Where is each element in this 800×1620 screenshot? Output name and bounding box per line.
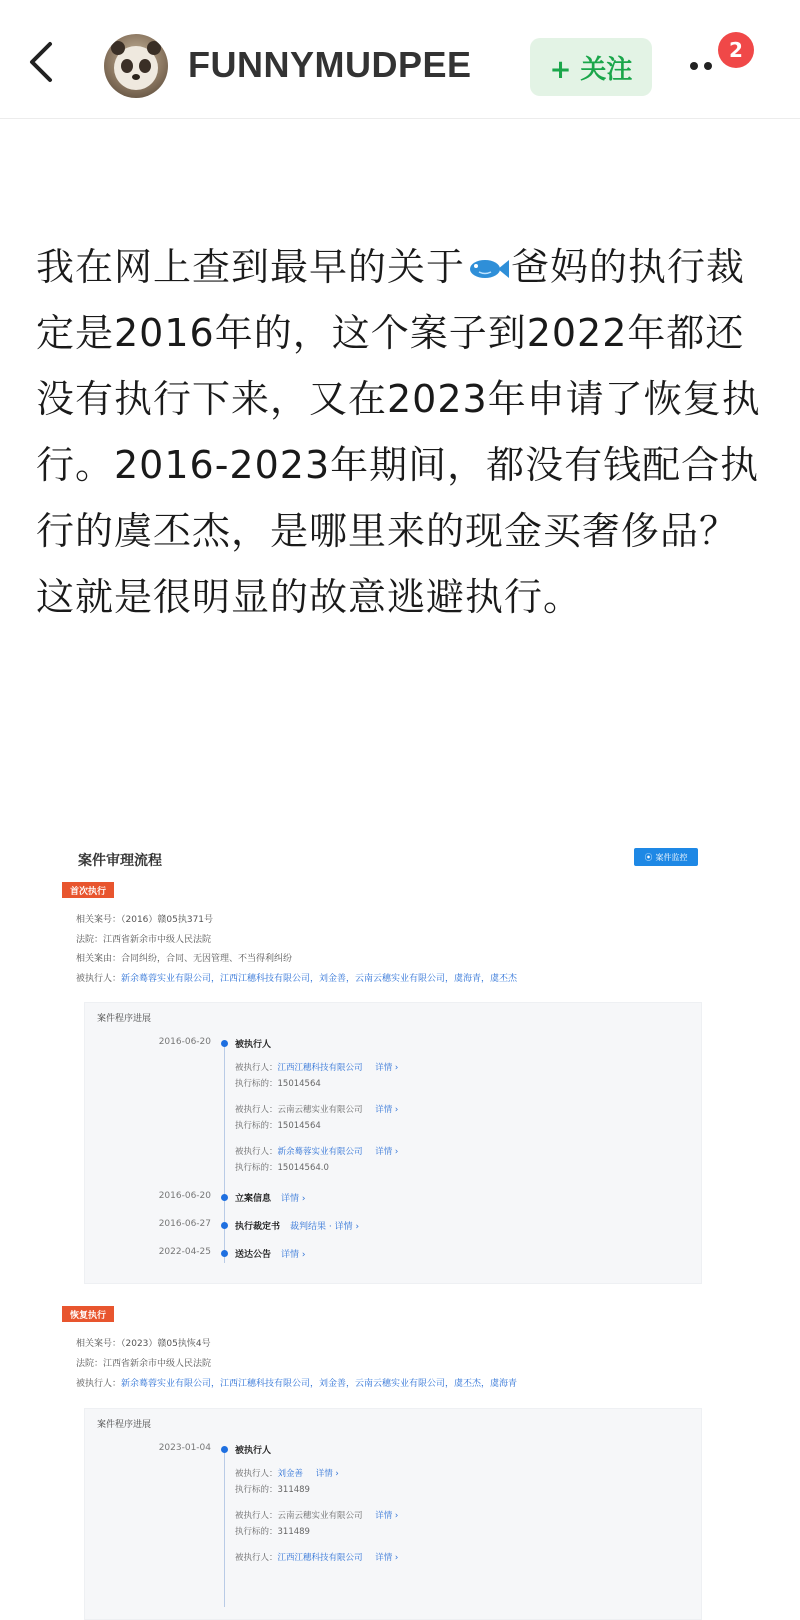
timeline-dot: [221, 1250, 228, 1257]
event-label: [235, 1247, 305, 1260]
case-monitor-button[interactable]: [634, 848, 698, 866]
party-label: 被执行人：: [235, 1511, 278, 1521]
progress-title: 案件程序进展: [97, 1420, 152, 1430]
timeline-line: [224, 1447, 225, 1607]
event-date: 2016-06-20: [158, 1037, 211, 1047]
court-name: 法院：江西省新余市中级人民法院: [76, 1359, 212, 1369]
party-label: 被执行人：: [235, 1469, 278, 1479]
detail-link[interactable]: 详情 ›: [375, 1105, 399, 1115]
party-sub: [235, 1551, 398, 1563]
timeline-event: [85, 1219, 685, 1233]
timeline-event: [85, 1247, 685, 1261]
timeline-dot: [221, 1446, 228, 1453]
execution-amount: 执行标的：311489: [235, 1485, 310, 1495]
case-screenshot: [62, 830, 722, 1610]
party-sub: [235, 1467, 339, 1479]
parties-line: [76, 1376, 517, 1389]
event-label-text: 执行裁定书: [235, 1222, 281, 1232]
event-date: 2023-01-04: [158, 1443, 211, 1453]
party-name: 云南云穗实业有限公司: [277, 1105, 363, 1115]
avatar[interactable]: [104, 34, 168, 98]
event-label-text: 立案信息: [235, 1194, 272, 1204]
timeline-event: [85, 1191, 685, 1205]
card-title: 案件审理流程: [78, 853, 162, 869]
more-options-icon[interactable]: [688, 56, 724, 76]
detail-link[interactable]: 裁判结果 · 详情 ›: [290, 1222, 360, 1232]
party-label: 被执行人：: [235, 1105, 278, 1115]
top-bar: [0, 0, 800, 119]
party-label: 被执行人：: [235, 1063, 278, 1073]
event-date: 2016-06-20: [158, 1191, 211, 1201]
event-date: 2016-06-27: [158, 1219, 211, 1229]
case-number: 相关案号：（2016）赣05执371号: [76, 915, 214, 925]
detail-link[interactable]: 详情 ›: [375, 1147, 399, 1157]
resumed-execution-tag: 恢复执行: [62, 1306, 114, 1322]
party-sub: [235, 1061, 398, 1073]
follow-button[interactable]: + 关注: [530, 38, 652, 96]
execution-amount: 执行标的：15014564: [235, 1079, 321, 1089]
timeline-event: [85, 1443, 685, 1457]
execution-amount: 执行标的：15014564: [235, 1121, 321, 1131]
timeline-dot: [221, 1222, 228, 1229]
case-number: 相关案号：（2023）赣05执恢4号: [76, 1339, 211, 1349]
detail-link[interactable]: 详情 ›: [281, 1194, 306, 1204]
party-name: 云南云穗实业有限公司: [277, 1511, 363, 1521]
event-label: 被执行人: [235, 1446, 272, 1456]
party-name[interactable]: 新余蓦蓉实业有限公司: [277, 1147, 363, 1157]
event-date: 2022-04-25: [158, 1247, 211, 1257]
case-cause: 相关案由：合同纠纷，合同、无因管理、不当得利纠纷: [76, 954, 293, 964]
progress-panel: [84, 1408, 702, 1620]
progress-panel: [84, 1002, 702, 1284]
notification-badge: 2: [718, 32, 754, 68]
party-name[interactable]: 江西江穗科技有限公司: [277, 1553, 363, 1563]
event-label: [235, 1191, 305, 1204]
detail-link[interactable]: 详情 ›: [315, 1469, 339, 1479]
detail-link[interactable]: 详情 ›: [375, 1553, 399, 1563]
detail-link[interactable]: 详情 ›: [375, 1063, 399, 1073]
case-monitor-label: 案件监控: [655, 852, 688, 862]
timeline-dot: [221, 1040, 228, 1047]
detail-link[interactable]: 详情 ›: [375, 1511, 399, 1521]
fish-icon: [465, 252, 511, 284]
execution-amount: 执行标的：311489: [235, 1527, 310, 1537]
parties-links[interactable]: 新余蓦蓉实业有限公司，江西江穗科技有限公司，刘金善，云南云穗实业有限公司，虞海青，虞丕杰: [121, 974, 518, 984]
event-label: [235, 1219, 359, 1232]
post-text-rest: 爸妈的执行裁定是2016年的，这个案子到2022年都还没有执行下来，又在2023年申请了恢复执行。2016-2023年期间，都没有钱配合执行的虞丕杰，是哪里来的现金买奢侈品？这就是很明显的故意逃避执行。: [36, 245, 761, 619]
parties-label: 被执行人：: [76, 974, 122, 984]
party-label: 被执行人：: [235, 1553, 278, 1563]
back-arrow-icon[interactable]: [22, 38, 62, 86]
location-pin-icon: ⦿: [644, 852, 653, 862]
party-sub: [235, 1103, 398, 1115]
timeline-dot: [221, 1194, 228, 1201]
progress-title: 案件程序进展: [97, 1014, 152, 1024]
party-name[interactable]: 江西江穗科技有限公司: [277, 1063, 363, 1073]
party-label: 被执行人：: [235, 1147, 278, 1157]
party-sub: [235, 1145, 398, 1157]
post-text-start: 我在网上查到最早的关于: [36, 245, 466, 289]
detail-link[interactable]: 详情 ›: [281, 1250, 306, 1260]
event-label: 被执行人: [235, 1040, 272, 1050]
parties-links[interactable]: 新余蓦蓉实业有限公司，江西江穗科技有限公司，刘金善，云南云穗实业有限公司，虞丕杰，虞海青: [121, 1379, 518, 1389]
court-name: 法院：江西省新余市中级人民法院: [76, 935, 212, 945]
panda-avatar-icon: [104, 34, 168, 98]
first-execution-tag: 首次执行: [62, 882, 114, 898]
timeline-event: [85, 1037, 685, 1051]
party-sub: [235, 1509, 398, 1521]
parties-line: [76, 971, 517, 984]
parties-label: 被执行人：: [76, 1379, 122, 1389]
event-label-text: 送达公告: [235, 1250, 272, 1260]
username[interactable]: FUNNYMUDPEE: [188, 44, 472, 85]
execution-amount: 执行标的：15014564.0: [235, 1163, 329, 1173]
party-name[interactable]: 刘金善: [277, 1469, 304, 1479]
post-body: [36, 234, 764, 630]
